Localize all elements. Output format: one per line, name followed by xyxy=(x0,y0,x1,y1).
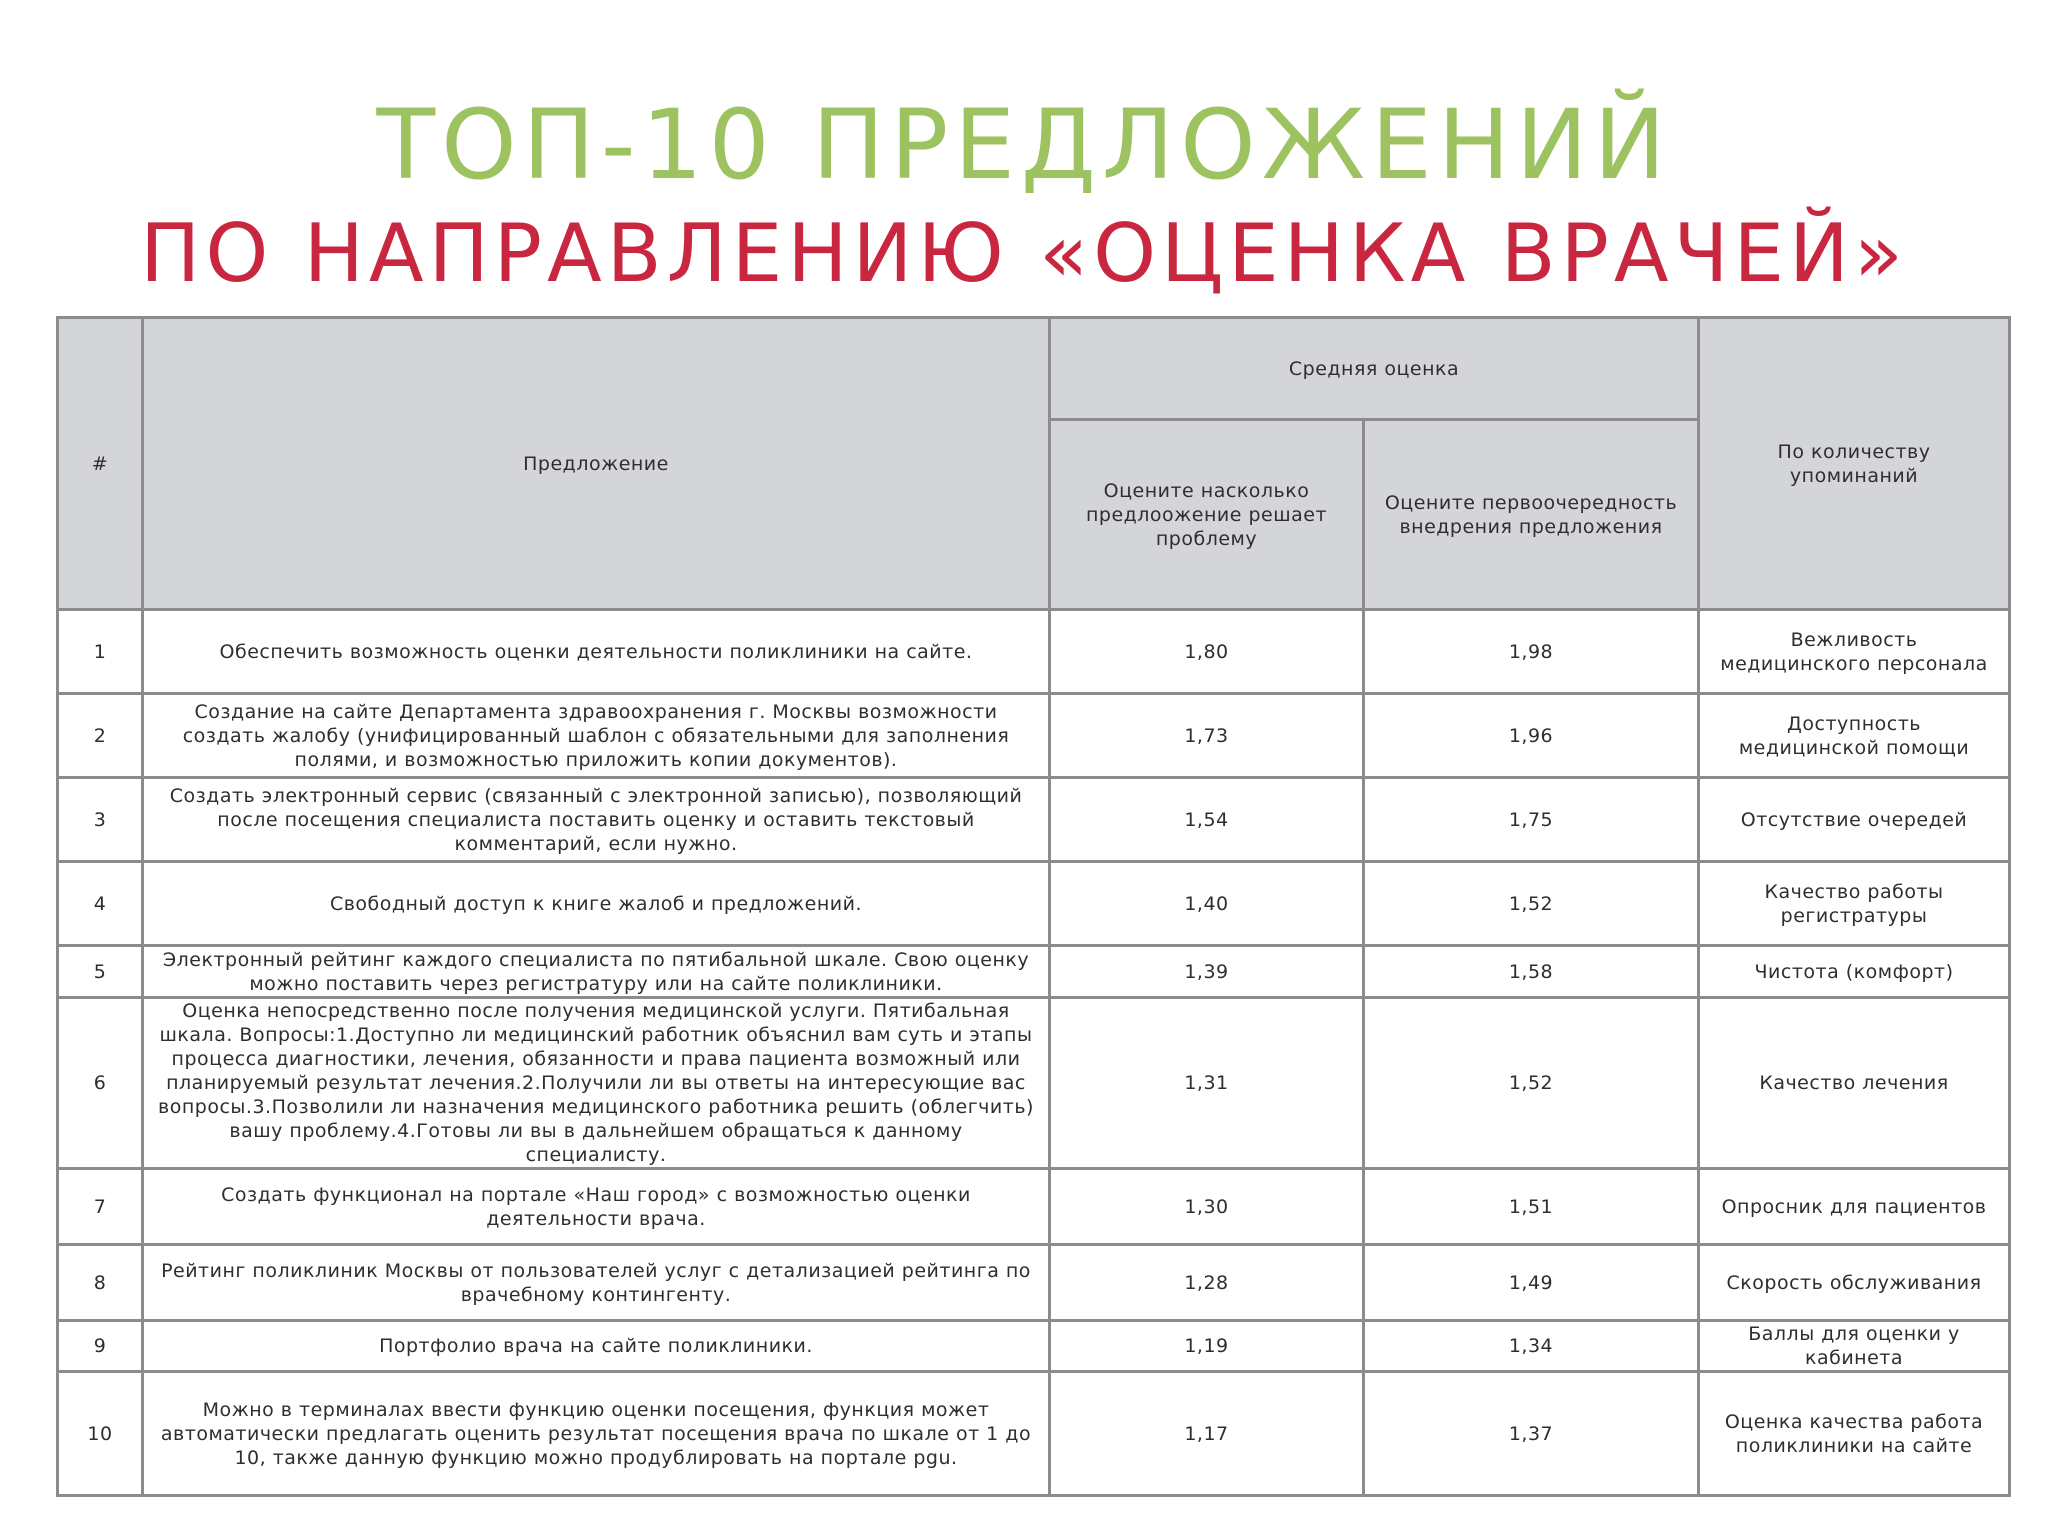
row-proposal: Создать электронный сервис (связанный с электронной записью), позволяющий после посещения специалиста поставить оценку и оставить текстовый комментарий, если нужно. xyxy=(143,778,1050,862)
row-score-solves: 1,54 xyxy=(1050,778,1364,862)
header-num: # xyxy=(58,318,143,610)
row-proposal: Портфолио врача на сайте поликлиники. xyxy=(143,1321,1050,1372)
row-proposal: Электронный рейтинг каждого специалиста по пятибальной шкале. Свою оценку можно поставить через регистратуру или на сайте поликлиники. xyxy=(143,946,1050,998)
row-score-priority: 1,98 xyxy=(1364,610,1699,694)
row-num: 3 xyxy=(58,778,143,862)
row-mentions: Качество лечения xyxy=(1699,998,2010,1169)
row-score-solves: 1,28 xyxy=(1050,1245,1364,1321)
row-mentions: Качество работы регистратуры xyxy=(1699,862,2010,946)
row-score-priority: 1,49 xyxy=(1364,1245,1699,1321)
proposals-table xyxy=(56,316,2011,1497)
row-num: 9 xyxy=(58,1321,143,1372)
table-row xyxy=(58,1372,2010,1496)
row-proposal: Свободный доступ к книге жалоб и предложений. xyxy=(143,862,1050,946)
title-block xyxy=(0,90,2048,302)
row-proposal: Обеспечить возможность оценки деятельности поликлиники на сайте. xyxy=(143,610,1050,694)
page-subtitle: ПО НАПРАВЛЕНИЮ «ОЦЕНКА ВРАЧЕЙ» xyxy=(140,207,1908,300)
table-row xyxy=(58,862,2010,946)
row-mentions: Баллы для оценки у кабинета xyxy=(1699,1321,2010,1372)
table-row xyxy=(58,946,2010,998)
table-row xyxy=(58,1321,2010,1372)
table-row xyxy=(58,778,2010,862)
row-score-solves: 1,17 xyxy=(1050,1372,1364,1496)
row-num: 2 xyxy=(58,694,143,778)
page-title: ТОП-10 ПРЕДЛОЖЕНИЙ xyxy=(376,89,1672,201)
row-score-priority: 1,75 xyxy=(1364,778,1699,862)
row-score-solves: 1,40 xyxy=(1050,862,1364,946)
row-proposal: Рейтинг поликлиник Москвы от пользователей услуг с детализацией рейтинга по врачебному контингенту. xyxy=(143,1245,1050,1321)
row-score-priority: 1,58 xyxy=(1364,946,1699,998)
table-row xyxy=(58,610,2010,694)
header-proposal: Предложение xyxy=(143,318,1050,610)
row-score-solves: 1,19 xyxy=(1050,1321,1364,1372)
row-proposal: Можно в терминалах ввести функцию оценки посещения, функция может автоматически предлагать оценить результат посещения врача по шкале от 1 до 10, также данную функцию можно продублировать на портале pgu. xyxy=(143,1372,1050,1496)
table-row xyxy=(58,998,2010,1169)
header-avg-score: Средняя оценка xyxy=(1050,318,1699,420)
row-score-priority: 1,34 xyxy=(1364,1321,1699,1372)
row-num: 6 xyxy=(58,998,143,1169)
table-header xyxy=(58,318,2010,610)
row-score-priority: 1,96 xyxy=(1364,694,1699,778)
row-score-solves: 1,30 xyxy=(1050,1169,1364,1245)
header-score-solves: Оцените насколько предлоожение решает проблему xyxy=(1050,420,1364,610)
table-body xyxy=(58,610,2010,1496)
header-score-priority: Оцените первоочередность внедрения предложения xyxy=(1364,420,1699,610)
row-num: 8 xyxy=(58,1245,143,1321)
row-mentions: Чистота (комфорт) xyxy=(1699,946,2010,998)
row-proposal: Создание на сайте Департамента здравоохранения г. Москвы возможности создать жалобу (унифицированный шаблон с обязательными для заполнения полями, и возможностью приложить копии документов). xyxy=(143,694,1050,778)
header-mentions: По количеству упоминаний xyxy=(1699,318,2010,610)
table-row xyxy=(58,694,2010,778)
row-proposal: Создать функционал на портале «Наш город» с возможностью оценки деятельности врача. xyxy=(143,1169,1050,1245)
row-score-priority: 1,51 xyxy=(1364,1169,1699,1245)
row-score-priority: 1,52 xyxy=(1364,998,1699,1169)
row-num: 5 xyxy=(58,946,143,998)
row-num: 7 xyxy=(58,1169,143,1245)
row-proposal: Оценка непосредственно после получения медицинской услуги. Пятибальная шкала. Вопросы:1.Доступно ли медицинский работник объяснил вам суть и этапы процесса диагностики, лечения, обязанности и права пациента возможный или планируемый результат лечения.2.Получили ли вы ответы на интересующие вас вопросы.3.Позволили ли назначения медицинского работника решить (облегчить) вашу проблему.4.Готовы ли вы в дальнейшем обращаться к данному специалисту. xyxy=(143,998,1050,1169)
table-row xyxy=(58,1245,2010,1321)
row-num: 1 xyxy=(58,610,143,694)
row-score-priority: 1,52 xyxy=(1364,862,1699,946)
row-mentions: Вежливость медицинского персонала xyxy=(1699,610,2010,694)
row-mentions: Доступность медицинской помощи xyxy=(1699,694,2010,778)
row-mentions: Отсутствие очередей xyxy=(1699,778,2010,862)
row-num: 10 xyxy=(58,1372,143,1496)
row-mentions: Оценка качества работа поликлиники на сайте xyxy=(1699,1372,2010,1496)
row-score-solves: 1,73 xyxy=(1050,694,1364,778)
row-score-solves: 1,39 xyxy=(1050,946,1364,998)
table-row xyxy=(58,1169,2010,1245)
row-score-solves: 1,80 xyxy=(1050,610,1364,694)
row-num: 4 xyxy=(58,862,143,946)
row-mentions: Опросник для пациентов xyxy=(1699,1169,2010,1245)
row-score-solves: 1,31 xyxy=(1050,998,1364,1169)
row-mentions: Скорость обслуживания xyxy=(1699,1245,2010,1321)
row-score-priority: 1,37 xyxy=(1364,1372,1699,1496)
